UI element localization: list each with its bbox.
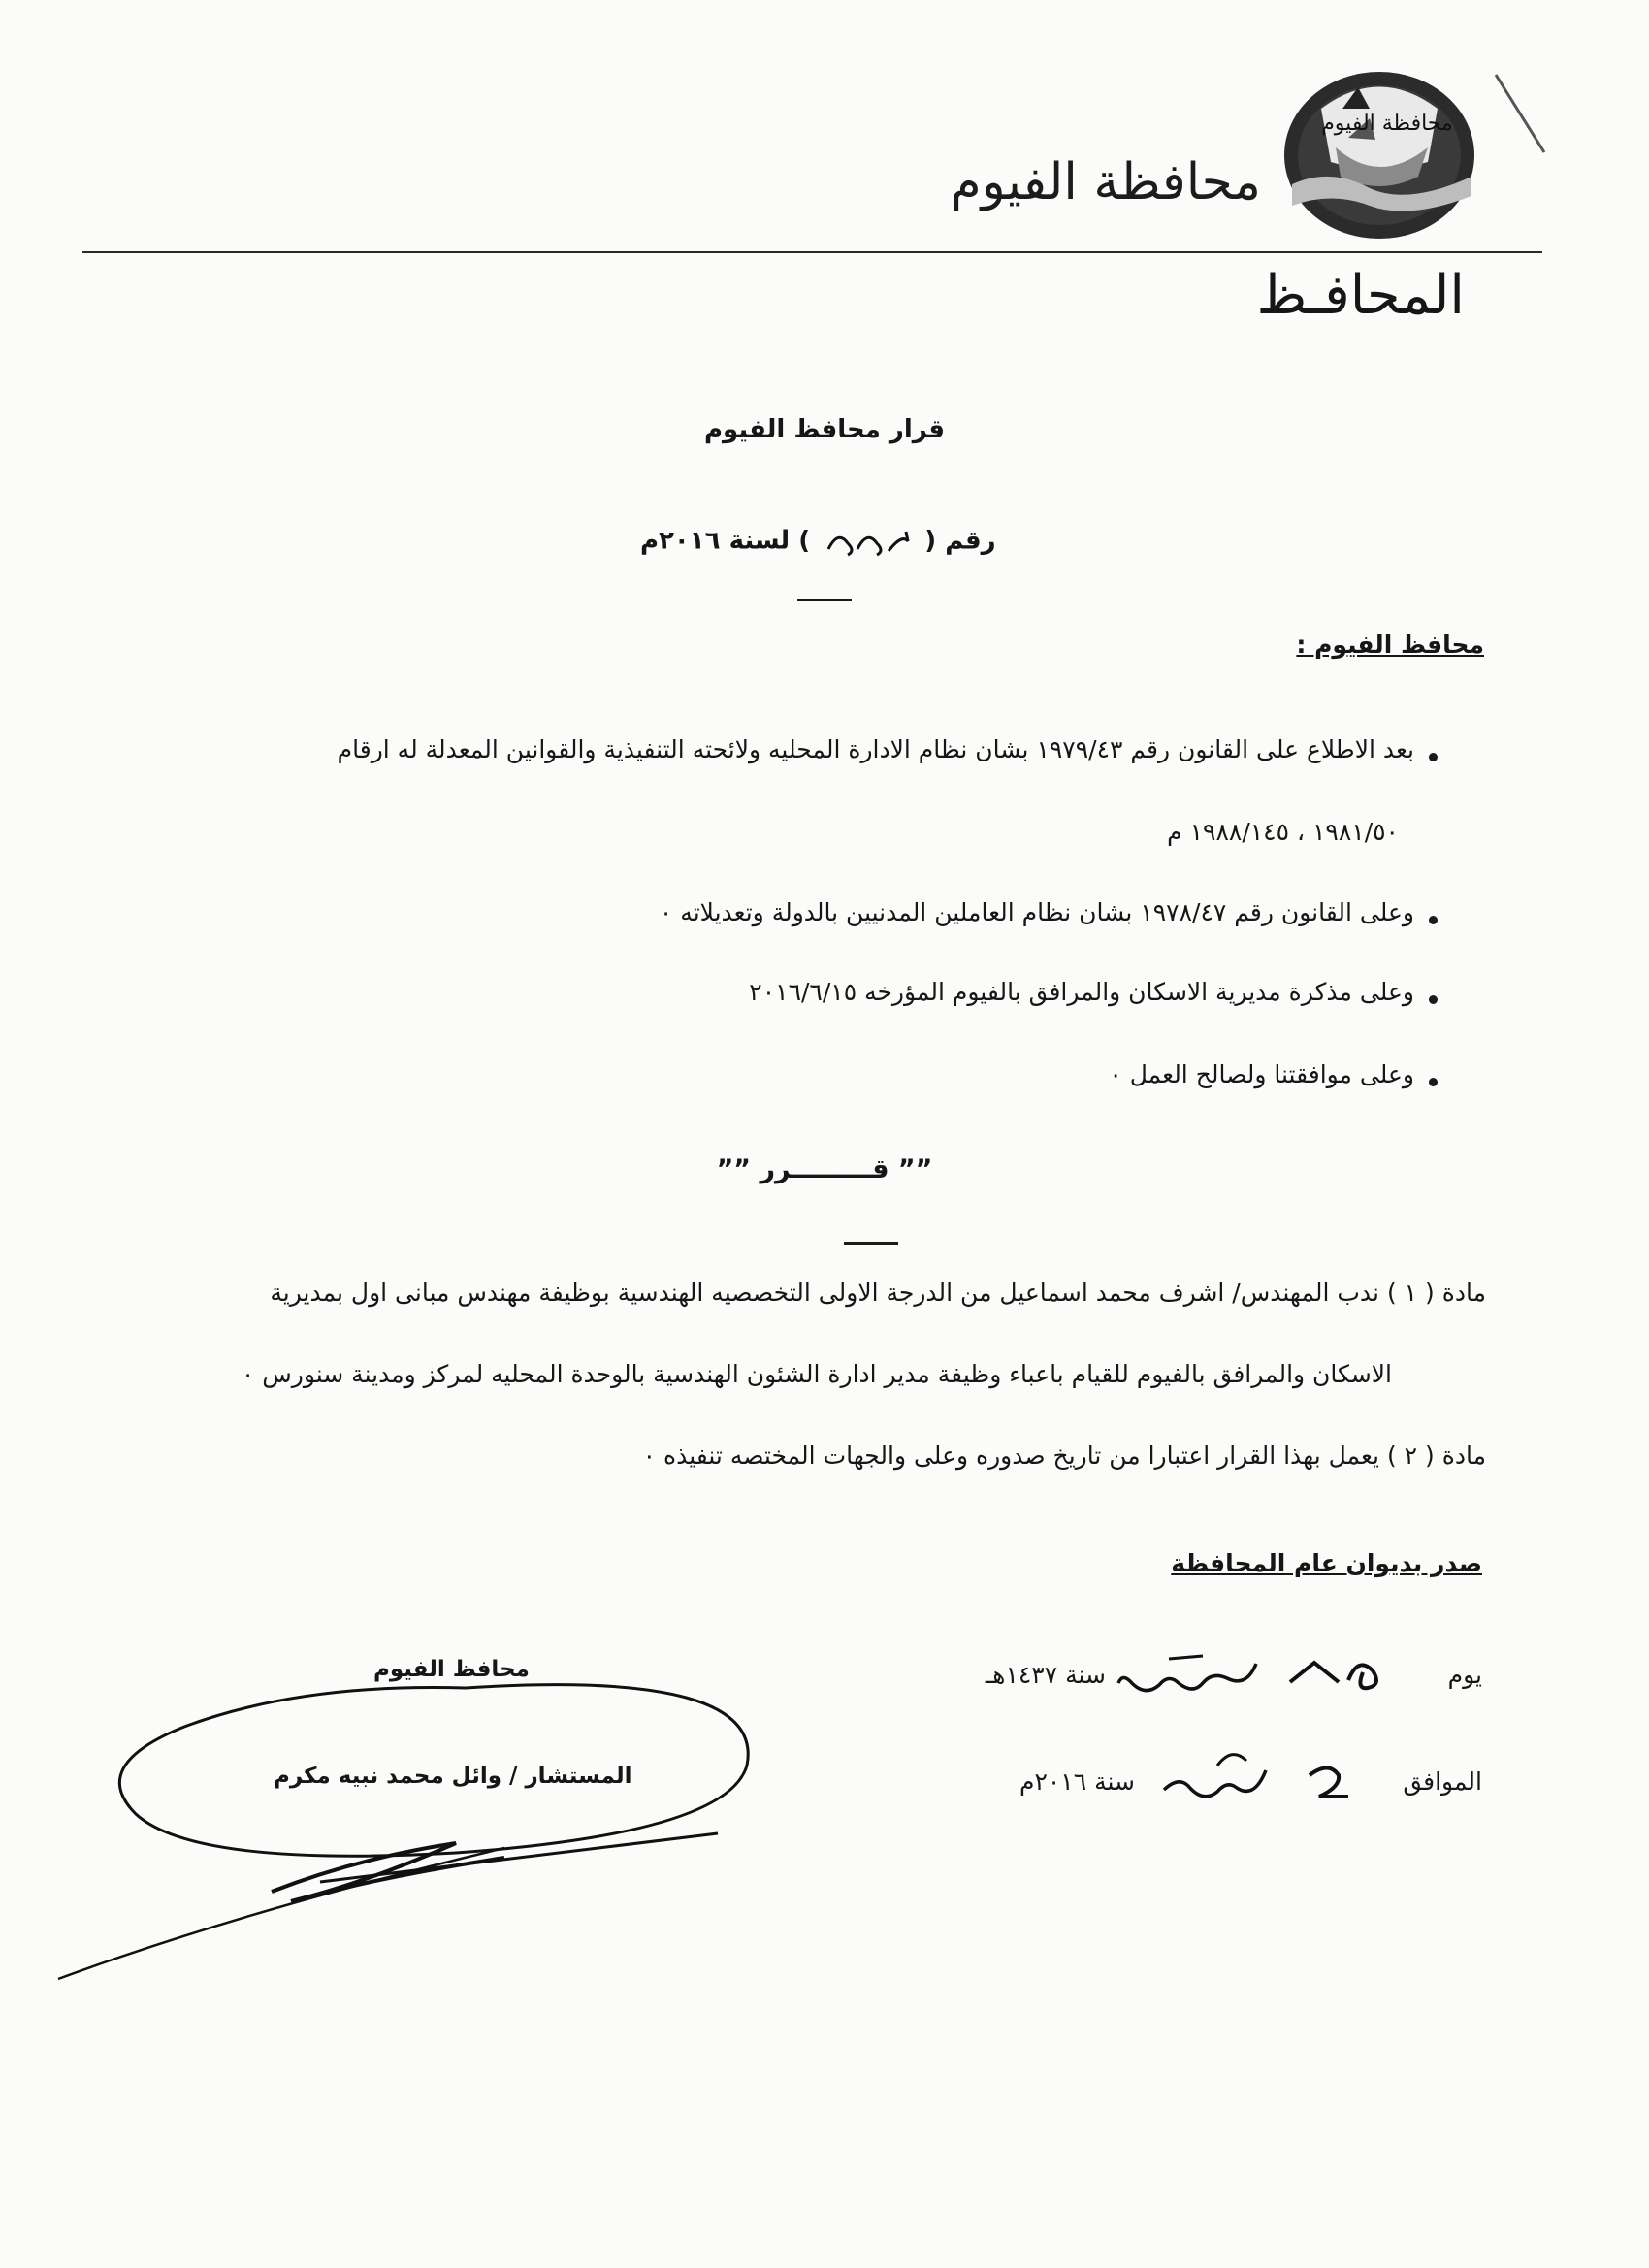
handwritten-greg-day <box>1300 1756 1358 1804</box>
bullet-dot <box>1429 995 1438 1004</box>
article-1-continuation: الاسكان والمرافق بالفيوم للقيام باعباء وظيفة مدير ادارة الشئون الهندسية بالوحدة المحليه لمركز ومدينة سنورس ٠ <box>241 1360 1392 1388</box>
margin-scratch-mark <box>1491 70 1549 157</box>
header-divider <box>82 251 1542 253</box>
preamble-bullet-2: وعلى القانون رقم ١٩٧٨/٤٧ بشان نظام العاملين المدنيين بالدولة وتعديلاته ٠ <box>659 898 1414 926</box>
corresponding-label: الموافق <box>1403 1767 1482 1796</box>
governorate-seal-logo <box>1282 70 1476 240</box>
bullet-dot <box>1429 1078 1438 1086</box>
article-1: مادة ( ١ ) ندب المهندس/ اشرف محمد اسماعيل من الدرجة الاولى التخصصيه الهندسية بوظيفة مهندس مبانى اول بمديرية <box>270 1279 1486 1307</box>
decision-number <box>640 522 996 561</box>
governor-title: المحافـظ <box>1256 264 1465 327</box>
article-2: مادة ( ٢ ) يعمل بهذا القرار اعتبارا من تاريخ صدوره وعلى والجهات المختصه تنفيذه ٠ <box>642 1442 1486 1470</box>
bullet-dot <box>1429 753 1438 761</box>
governorate-name: محافظة الفيوم <box>950 153 1261 211</box>
preamble-bullet-4: وعلى موافقتنا ولصالح العمل ٠ <box>1109 1060 1414 1088</box>
decided-dash <box>844 1242 898 1245</box>
decision-title: قرار محافظ الفيوم <box>703 415 945 444</box>
preamble-bullet-3: وعلى مذكرة مديرية الاسكان والمرافق بالفيوم المؤرخه ٢٠١٦/٦/١٥ <box>749 978 1414 1006</box>
signatory-title: محافظ الفيوم <box>373 1657 530 1682</box>
hijri-year: سنة ١٤٣٧هـ <box>985 1661 1106 1689</box>
preamble-bullet-1-continuation: ١٩٨١/٥٠ ، ١٩٨٨/١٤٥ م <box>1167 818 1399 846</box>
handwritten-greg-month <box>1149 1741 1276 1809</box>
gregorian-year: سنة ٢٠١٦م <box>1018 1767 1135 1796</box>
day-label: يوم <box>1447 1661 1482 1689</box>
issued-at-heading: صدر بديوان عام المحافظة <box>1171 1549 1482 1577</box>
bullet-dot <box>1429 916 1438 924</box>
title-dash <box>797 599 852 601</box>
handwritten-signature <box>48 1649 786 1998</box>
seal-text: محافظة الفيوم <box>1321 112 1453 136</box>
signatory-name: المستشار / وائل محمد نبيه مكرم <box>274 1764 632 1789</box>
decision-number-prefix: رقم ( <box>924 526 996 556</box>
addressee-heading: محافظ الفيوم : <box>1296 631 1484 659</box>
handwritten-decision-number <box>819 522 916 561</box>
handwritten-hijri-month <box>1111 1644 1266 1702</box>
decision-number-suffix: ) لسنة ٢٠١٦م <box>640 526 811 556</box>
decided-heading: ”” قـــــــــرر ”” <box>716 1154 933 1184</box>
preamble-bullet-1: بعد الاطلاع على القانون رقم ١٩٧٩/٤٣ بشان نظام الادارة المحليه ولائحته التنفيذية والقوانين المعدلة له ارقام <box>337 735 1414 763</box>
handwritten-hijri-day <box>1271 1641 1416 1700</box>
